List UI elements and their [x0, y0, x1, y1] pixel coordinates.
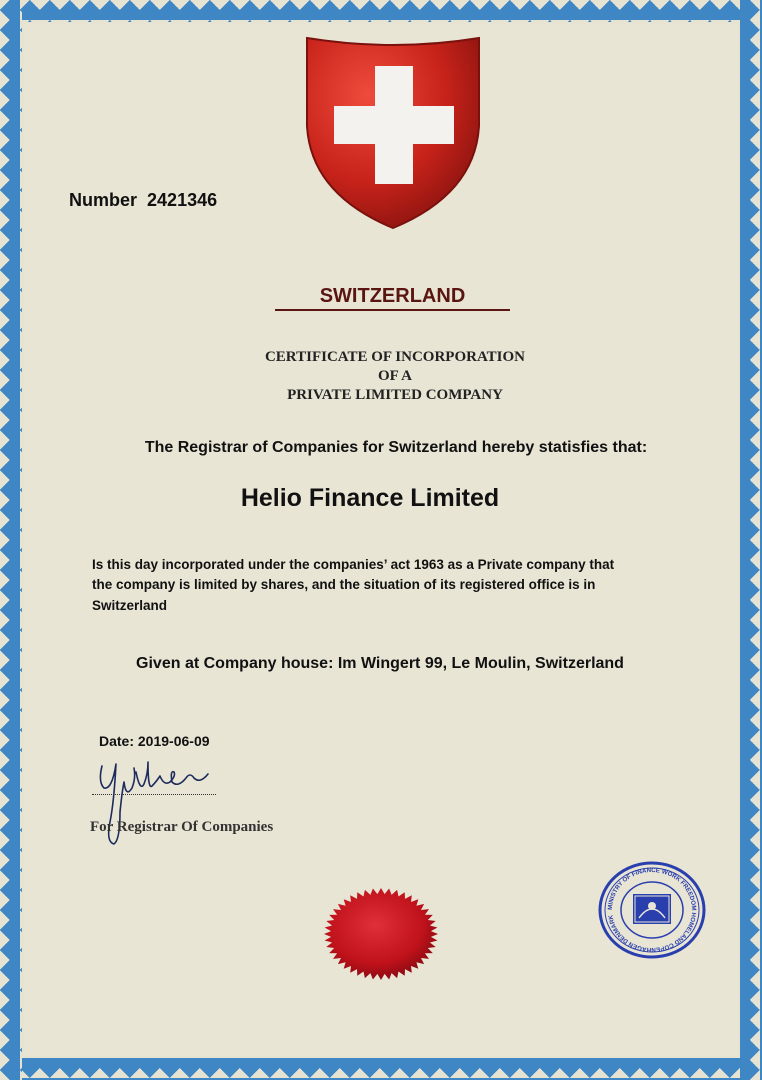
border-right — [740, 0, 762, 1080]
body-line3: Switzerland — [92, 598, 168, 613]
border-top — [0, 0, 762, 22]
registrar-statement: The Registrar of Companies for Switzerland hereby statisfies that: — [144, 439, 648, 456]
red-wax-seal-icon — [322, 886, 440, 982]
given-at-address: Given at Company house: Im Wingert 99, Le Moulin, Switzerland — [136, 655, 624, 672]
company-name: Helio Finance Limited — [240, 484, 500, 512]
swiss-shield-icon — [303, 34, 483, 232]
country-title: SWITZERLAND — [319, 285, 466, 307]
signatory-label: For Registrar Of Companies — [90, 819, 274, 835]
issue-date: Date: 2019-06-09 — [99, 733, 210, 749]
country-underline — [275, 309, 510, 311]
certificate-number — [69, 190, 217, 211]
body-line1: Is this day incorporated under the companies’ act 1963 as a Private company that — [92, 557, 615, 572]
certificate-title-line3: PRIVATE LIMITED COMPANY — [287, 387, 503, 403]
border-left — [0, 0, 22, 1080]
stamp-ring-text: MINISTRY OF FINANCE WORK FREEDOM HOMELAND COPENHAGEN DENMARK — [606, 866, 698, 954]
number-value: 2421346 — [147, 190, 218, 210]
certificate-title-line1: CERTIFICATE OF INCORPORATION — [264, 349, 526, 365]
body-line2: the company is limited by shares, and the situation of its registered office is in — [92, 577, 596, 592]
blue-official-stamp-icon — [597, 860, 707, 960]
certificate-title-line2: OF A — [377, 368, 413, 384]
border-bottom — [0, 1058, 762, 1080]
number-label: Number — [69, 190, 138, 210]
